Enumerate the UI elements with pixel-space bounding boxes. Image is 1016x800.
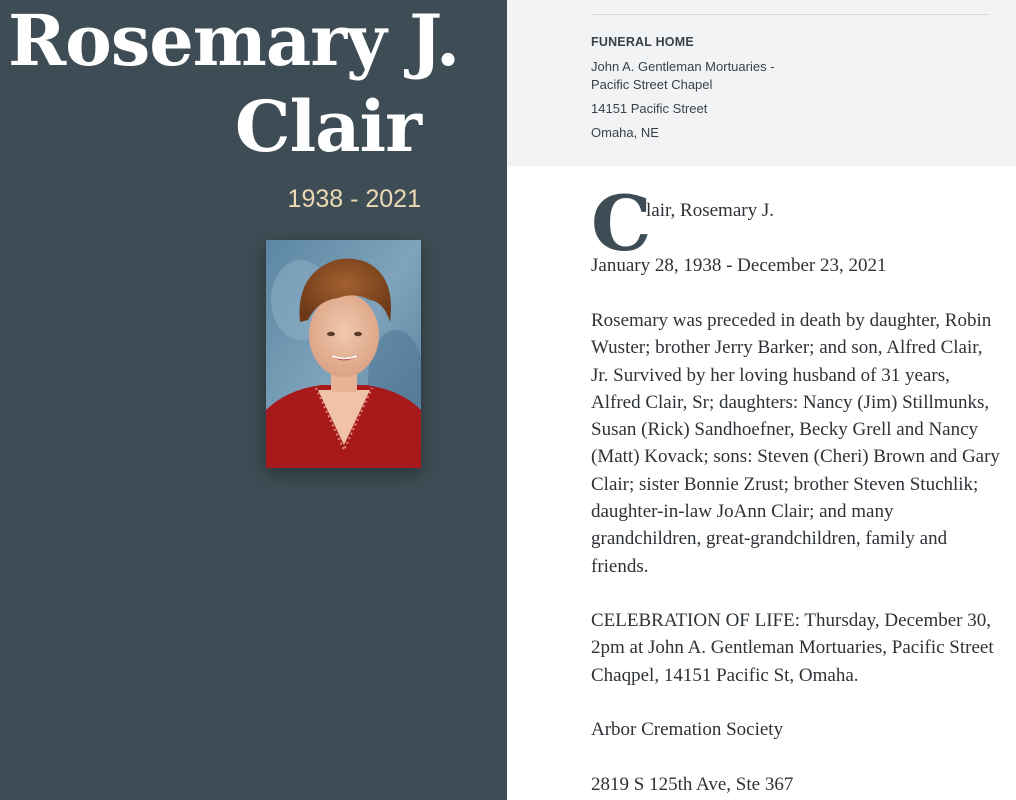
life-years: 1938 - 2021	[287, 185, 421, 213]
divider	[591, 14, 989, 15]
obituary-name: lair, Rosemary J.	[646, 200, 774, 221]
name-panel	[0, 0, 507, 800]
celebration-of-life-paragraph: CELEBRATION OF LIFE: Thursday, December 30, 2pm at John A. Gentleman Mortuaries, Pacific Street Chaqpel, 14151 Pacific St, Omaha.	[591, 610, 994, 686]
obituary-dates: January 28, 1938 - December 23, 2021	[591, 255, 887, 276]
decedent-first-name: Rosemary J.	[8, 0, 460, 82]
drop-cap: C	[591, 179, 652, 268]
cremation-society-address: 2819 S 125th Ave, Ste 367	[591, 774, 794, 795]
face	[309, 293, 379, 377]
obituary-survivors-paragraph: Rosemary was preceded in death by daughter, Robin Wuster; brother Jerry Barker; and son, Alfred Clair, Jr. Survived by her loving husband of 31 years, Alfred Clair, Sr; daughters: Nancy (Jim) Stillmunks, Susan (Rick) Sandhoefner, Becky Grell and Nancy (Matt) Kovack; sons: Steven (Cheri) Brown and Gary Clair; sister Bonnie Zrust; brother Steven Stuchlik; daughter-in-law JoAnn Clair; and many grandchildren, great-grandchildren, family and friends.	[591, 310, 1000, 577]
funeral-home-box	[507, 0, 1016, 166]
funeral-home-name-line2[interactable]: Pacific Street Chapel	[591, 77, 713, 92]
portrait-photo[interactable]	[266, 240, 421, 468]
cremation-society-name: Arbor Cremation Society	[591, 719, 784, 740]
obituary-content	[507, 0, 1016, 800]
funeral-home-street: 14151 Pacific Street	[591, 101, 708, 116]
funeral-home-name-line1[interactable]: John A. Gentleman Mortuaries -	[591, 59, 775, 74]
funeral-home-city: Omaha, NE	[591, 125, 659, 140]
decedent-last-name: Clair	[234, 85, 421, 168]
funeral-home-heading: FUNERAL HOME	[591, 35, 694, 49]
